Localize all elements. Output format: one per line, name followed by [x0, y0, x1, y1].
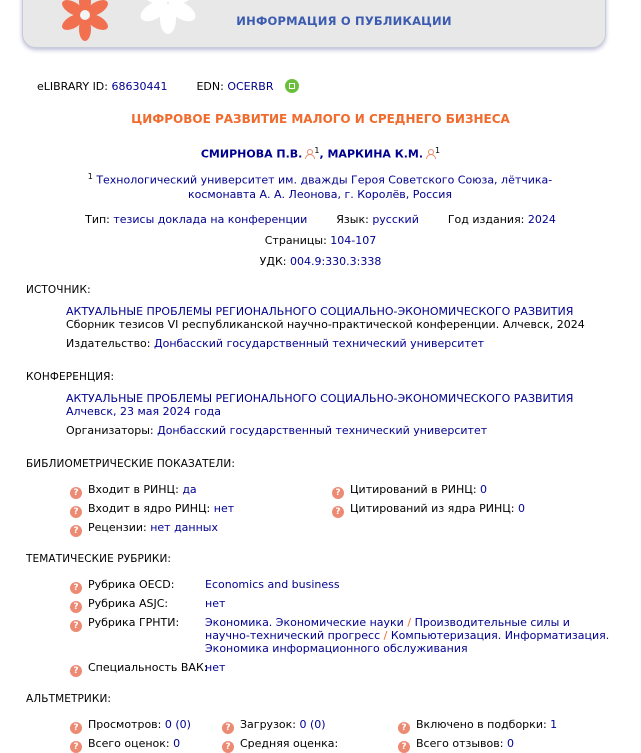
cit-core-link[interactable]: 0: [517, 502, 525, 515]
help-icon[interactable]: ?: [70, 741, 82, 753]
cit-rinc-link[interactable]: 0: [480, 483, 488, 496]
udk: УДК: 004.9:330.3:338: [259, 255, 382, 268]
conference-heading: КОНФЕРЕНЦИЯ:: [26, 371, 115, 383]
author-link[interactable]: СМИРНОВА П.В.: [200, 147, 303, 161]
rubric-grnti-line2: научно-технический прогресс / Компьютеризация. Информатизация.: [205, 629, 610, 642]
grnti-link[interactable]: Производительные силы и: [414, 616, 570, 629]
biblio-core: ? Входит в ядро РИНЦ: нет: [70, 502, 234, 518]
affiliation: $^1$ Технологический университет им. дважды Героя Советского Союза, лётчика-космонавта А. А. Леонова, г. Королёв, Россия: [87, 172, 553, 201]
type-link[interactable]: тезисы доклада на конференции: [113, 213, 308, 226]
source-subtitle: Сборник тезисов VI республиканской научно-практической конференции. Алчевск, 2024: [66, 318, 585, 331]
ratings-link[interactable]: 0: [173, 737, 181, 750]
help-icon[interactable]: ?: [332, 506, 344, 518]
rubric-oecd-label: ? Рубрика OECD:: [70, 578, 174, 594]
core-link[interactable]: нет: [213, 502, 235, 515]
publisher: Издательство: Донбасский государственный технический университет: [66, 337, 485, 350]
help-icon[interactable]: ?: [70, 582, 82, 594]
source-title-link[interactable]: АКТУАЛЬНЫЕ ПРОБЛЕМЫ РЕГИОНАЛЬНОГО СОЦИАЛЬНО-ЭКОНОМИЧЕСКОГО РАЗВИТИЯ: [66, 305, 574, 318]
source-heading: ИСТОЧНИК:: [26, 284, 91, 296]
rubric-vak-label: ? Специальность ВАК:: [70, 661, 207, 677]
affiliation-link[interactable]: Технологический университет им. дважды Героя Советского Союза, лётчика-космонавта А. А. Леонова, г. Королёв, Россия: [96, 173, 553, 201]
biblio-rinc: ? Входит в РИНЦ: да: [70, 483, 197, 499]
help-icon[interactable]: ?: [332, 487, 344, 499]
pages-value: 104-107: [330, 234, 377, 247]
edn-label: EDN:: [196, 80, 224, 93]
header-banner: [22, 0, 606, 48]
views-link[interactable]: 0 (0): [164, 718, 191, 731]
rubrics-heading: ТЕМАТИЧЕСКИЕ РУБРИКИ:: [26, 553, 172, 565]
grnti-link[interactable]: Компьютеризация. Информатизация.: [390, 629, 610, 642]
alt-downloads: ? Загрузок: 0 (0): [222, 718, 326, 734]
alt-ratings: ? Всего оценок: 0: [70, 737, 180, 753]
rinc-link[interactable]: да: [182, 483, 197, 496]
language-link[interactable]: русский: [372, 213, 419, 226]
rubric-asjc-value: нет: [205, 597, 226, 610]
udk-value: 004.9:330.3:338: [289, 255, 382, 268]
alt-feedback: ? Всего отзывов: 0: [398, 737, 514, 753]
alt-views: ? Просмотров: 0 (0): [70, 718, 191, 734]
qr-code-icon[interactable]: [285, 79, 299, 93]
publication-ids: [37, 79, 299, 93]
authors-line: СМИРНОВА П.В. $^1$, МАРКИНА К.М. $^1$: [200, 146, 441, 161]
grnti-link[interactable]: Экономика информационного обслуживания: [205, 642, 468, 655]
help-icon[interactable]: ?: [70, 487, 82, 499]
rubric-grnti-label: ? Рубрика ГРНТИ:: [70, 616, 179, 632]
altmetrics-heading: АЛЬТМЕТРИКИ:: [26, 693, 112, 705]
year-link[interactable]: 2024: [527, 213, 556, 226]
person-icon[interactable]: [305, 149, 314, 158]
conference-place-link[interactable]: Алчевск, 23 мая 2024 года: [66, 405, 221, 418]
help-icon[interactable]: ?: [398, 722, 410, 734]
biblio-reviews: ? Рецензии: нет данных: [70, 521, 218, 537]
alt-collections: ? Включено в подборки: 1: [398, 718, 557, 734]
page-title: ИНФОРМАЦИЯ О ПУБЛИКАЦИИ: [236, 14, 452, 28]
conference-title-link[interactable]: АКТУАЛЬНЫЕ ПРОБЛЕМЫ РЕГИОНАЛЬНОГО СОЦИАЛЬНО-ЭКОНОМИЧЕСКОГО РАЗВИТИЯ: [66, 392, 574, 405]
rubric-vak-value: нет: [205, 661, 226, 674]
feedback-link[interactable]: 0: [506, 737, 514, 750]
rubric-oecd-link[interactable]: Economics and business: [205, 578, 340, 591]
author-link[interactable]: МАРКИНА К.М.: [327, 147, 424, 161]
downloads-link[interactable]: 0 (0): [299, 718, 326, 731]
rubric-grnti-line1: Экономика. Экономические науки / Производительные силы и: [205, 616, 570, 629]
publication-meta: Тип: тезисы доклада на конференции Язык: русский Год издания: 2024: [85, 213, 556, 226]
elibrary-id-link[interactable]: 68630441: [111, 80, 168, 93]
help-icon[interactable]: ?: [70, 601, 82, 613]
biblio-cit-rinc: ? Цитирований в РИНЦ: 0: [332, 483, 487, 499]
publication-title: ЦИФРОВОЕ РАЗВИТИЕ МАЛОГО И СРЕДНЕГО БИЗНЕСА: [131, 112, 510, 126]
help-icon[interactable]: ?: [222, 722, 234, 734]
help-icon[interactable]: ?: [398, 741, 410, 753]
help-icon[interactable]: ?: [222, 741, 234, 753]
grnti-link[interactable]: Экономика. Экономические науки: [205, 616, 404, 629]
edn-link[interactable]: OCERBR: [227, 80, 274, 93]
person-icon[interactable]: [426, 149, 435, 158]
elibrary-id-label: eLIBRARY ID:: [37, 80, 108, 93]
publisher-link[interactable]: Донбасский государственный технический университет: [154, 337, 485, 350]
collections-link[interactable]: 1: [550, 718, 558, 731]
rubric-asjc-label: ? Рубрика ASJC:: [70, 597, 168, 613]
help-icon[interactable]: ?: [70, 525, 82, 537]
organizers: Организаторы: Донбасский государственный технический университет: [66, 424, 488, 437]
reviews-link[interactable]: нет данных: [150, 521, 218, 534]
organizers-link[interactable]: Донбасский государственный технический университет: [157, 424, 488, 437]
pages: Страницы: 104-107: [264, 234, 377, 247]
grnti-link[interactable]: научно-технический прогресс: [205, 629, 381, 642]
help-icon[interactable]: ?: [70, 620, 82, 632]
help-icon[interactable]: ?: [70, 722, 82, 734]
help-icon[interactable]: ?: [70, 665, 82, 677]
biblio-cit-core: ? Цитирований из ядра РИНЦ: 0: [332, 502, 525, 518]
alt-avg: ? Средняя оценка:: [222, 737, 338, 753]
help-icon[interactable]: ?: [70, 506, 82, 518]
biblio-heading: БИБЛИОМЕТРИЧЕСКИЕ ПОКАЗАТЕЛИ:: [26, 458, 235, 470]
